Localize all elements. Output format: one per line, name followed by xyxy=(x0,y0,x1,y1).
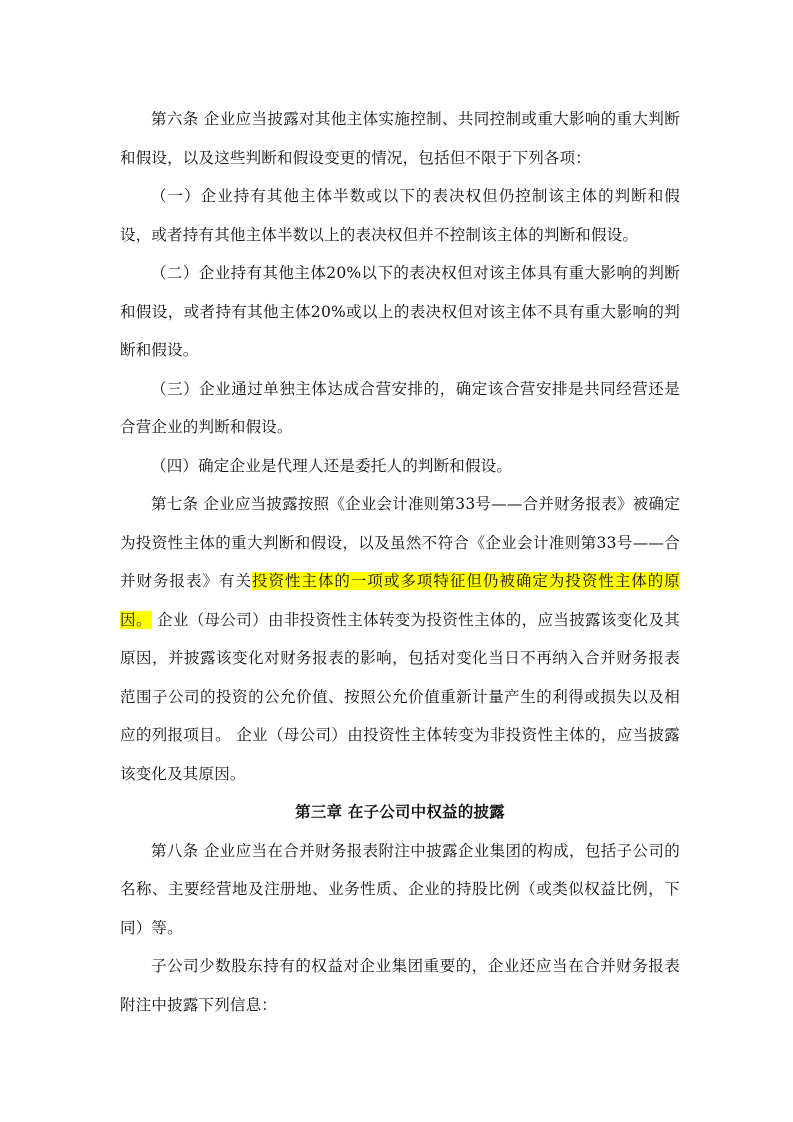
article-7-text-start: 第七条 企业应当披露按照《企业会计准则第33号——合并财务报表》被确定为投资性主体的重大判断和假设，以及虽然不符合《企业会计准则第33号——合并财务报表》有关 xyxy=(120,495,680,590)
article-7-paragraph xyxy=(120,485,680,793)
highlighted-text: 投资性主体的一项或多项特征但仍被确定为投资性主体的原因。 xyxy=(120,572,680,629)
minority-interest-paragraph: 子公司少数股东持有的权益对企业集团重要的，企业还应当在合并财务报表附注中披露下列信息： xyxy=(120,957,680,1014)
article-7-text-end: 企业（母公司）由非投资性主体转变为投资性主体的，应当披露该变化及其原因，并披露该变化对财务报表的影响，包括对变化当日不再纳入合并财务报表范围子公司的投资的公允价值、按照公允价值重新计量产生的利得或损失以及相应的列报项目。 企业（母公司）由投资性主体转变为非投资性主体的，应当披露该变化及其原因。 xyxy=(120,610,681,783)
chapter-3-heading: 第三章 在子公司中权益的披露 xyxy=(295,803,505,821)
article-6-item-2: （二）企业持有其他主体20%以下的表决权但对该主体具有重大影响的判断和假设，或者持有其他主体20%或以上的表决权但对该主体不具有重大影响的判断和假设。 xyxy=(120,264,680,359)
document-body xyxy=(120,100,680,1024)
article-6-item-1: （一）企业持有其他主体半数或以下的表决权但仍控制该主体的判断和假设，或者持有其他主体半数以上的表决权但并不控制该主体的判断和假设。 xyxy=(120,187,680,244)
article-6-intro: 第六条 企业应当披露对其他主体实施控制、共同控制或重大影响的重大判断和假设，以及这些判断和假设变更的情况，包括但不限于下列各项： xyxy=(120,110,680,167)
article-8-paragraph: 第八条 企业应当在合并财务报表附注中披露企业集团的构成，包括子公司的名称、主要经营地及注册地、业务性质、企业的持股比例（或类似权益比例，下同）等。 xyxy=(120,841,680,937)
article-6-item-4: （四）确定企业是代理人还是委托人的判断和假设。 xyxy=(151,456,513,475)
article-6-item-3: （三）企业通过单独主体达成合营安排的，确定该合营安排是共同经营还是合营企业的判断和假设。 xyxy=(120,379,680,436)
